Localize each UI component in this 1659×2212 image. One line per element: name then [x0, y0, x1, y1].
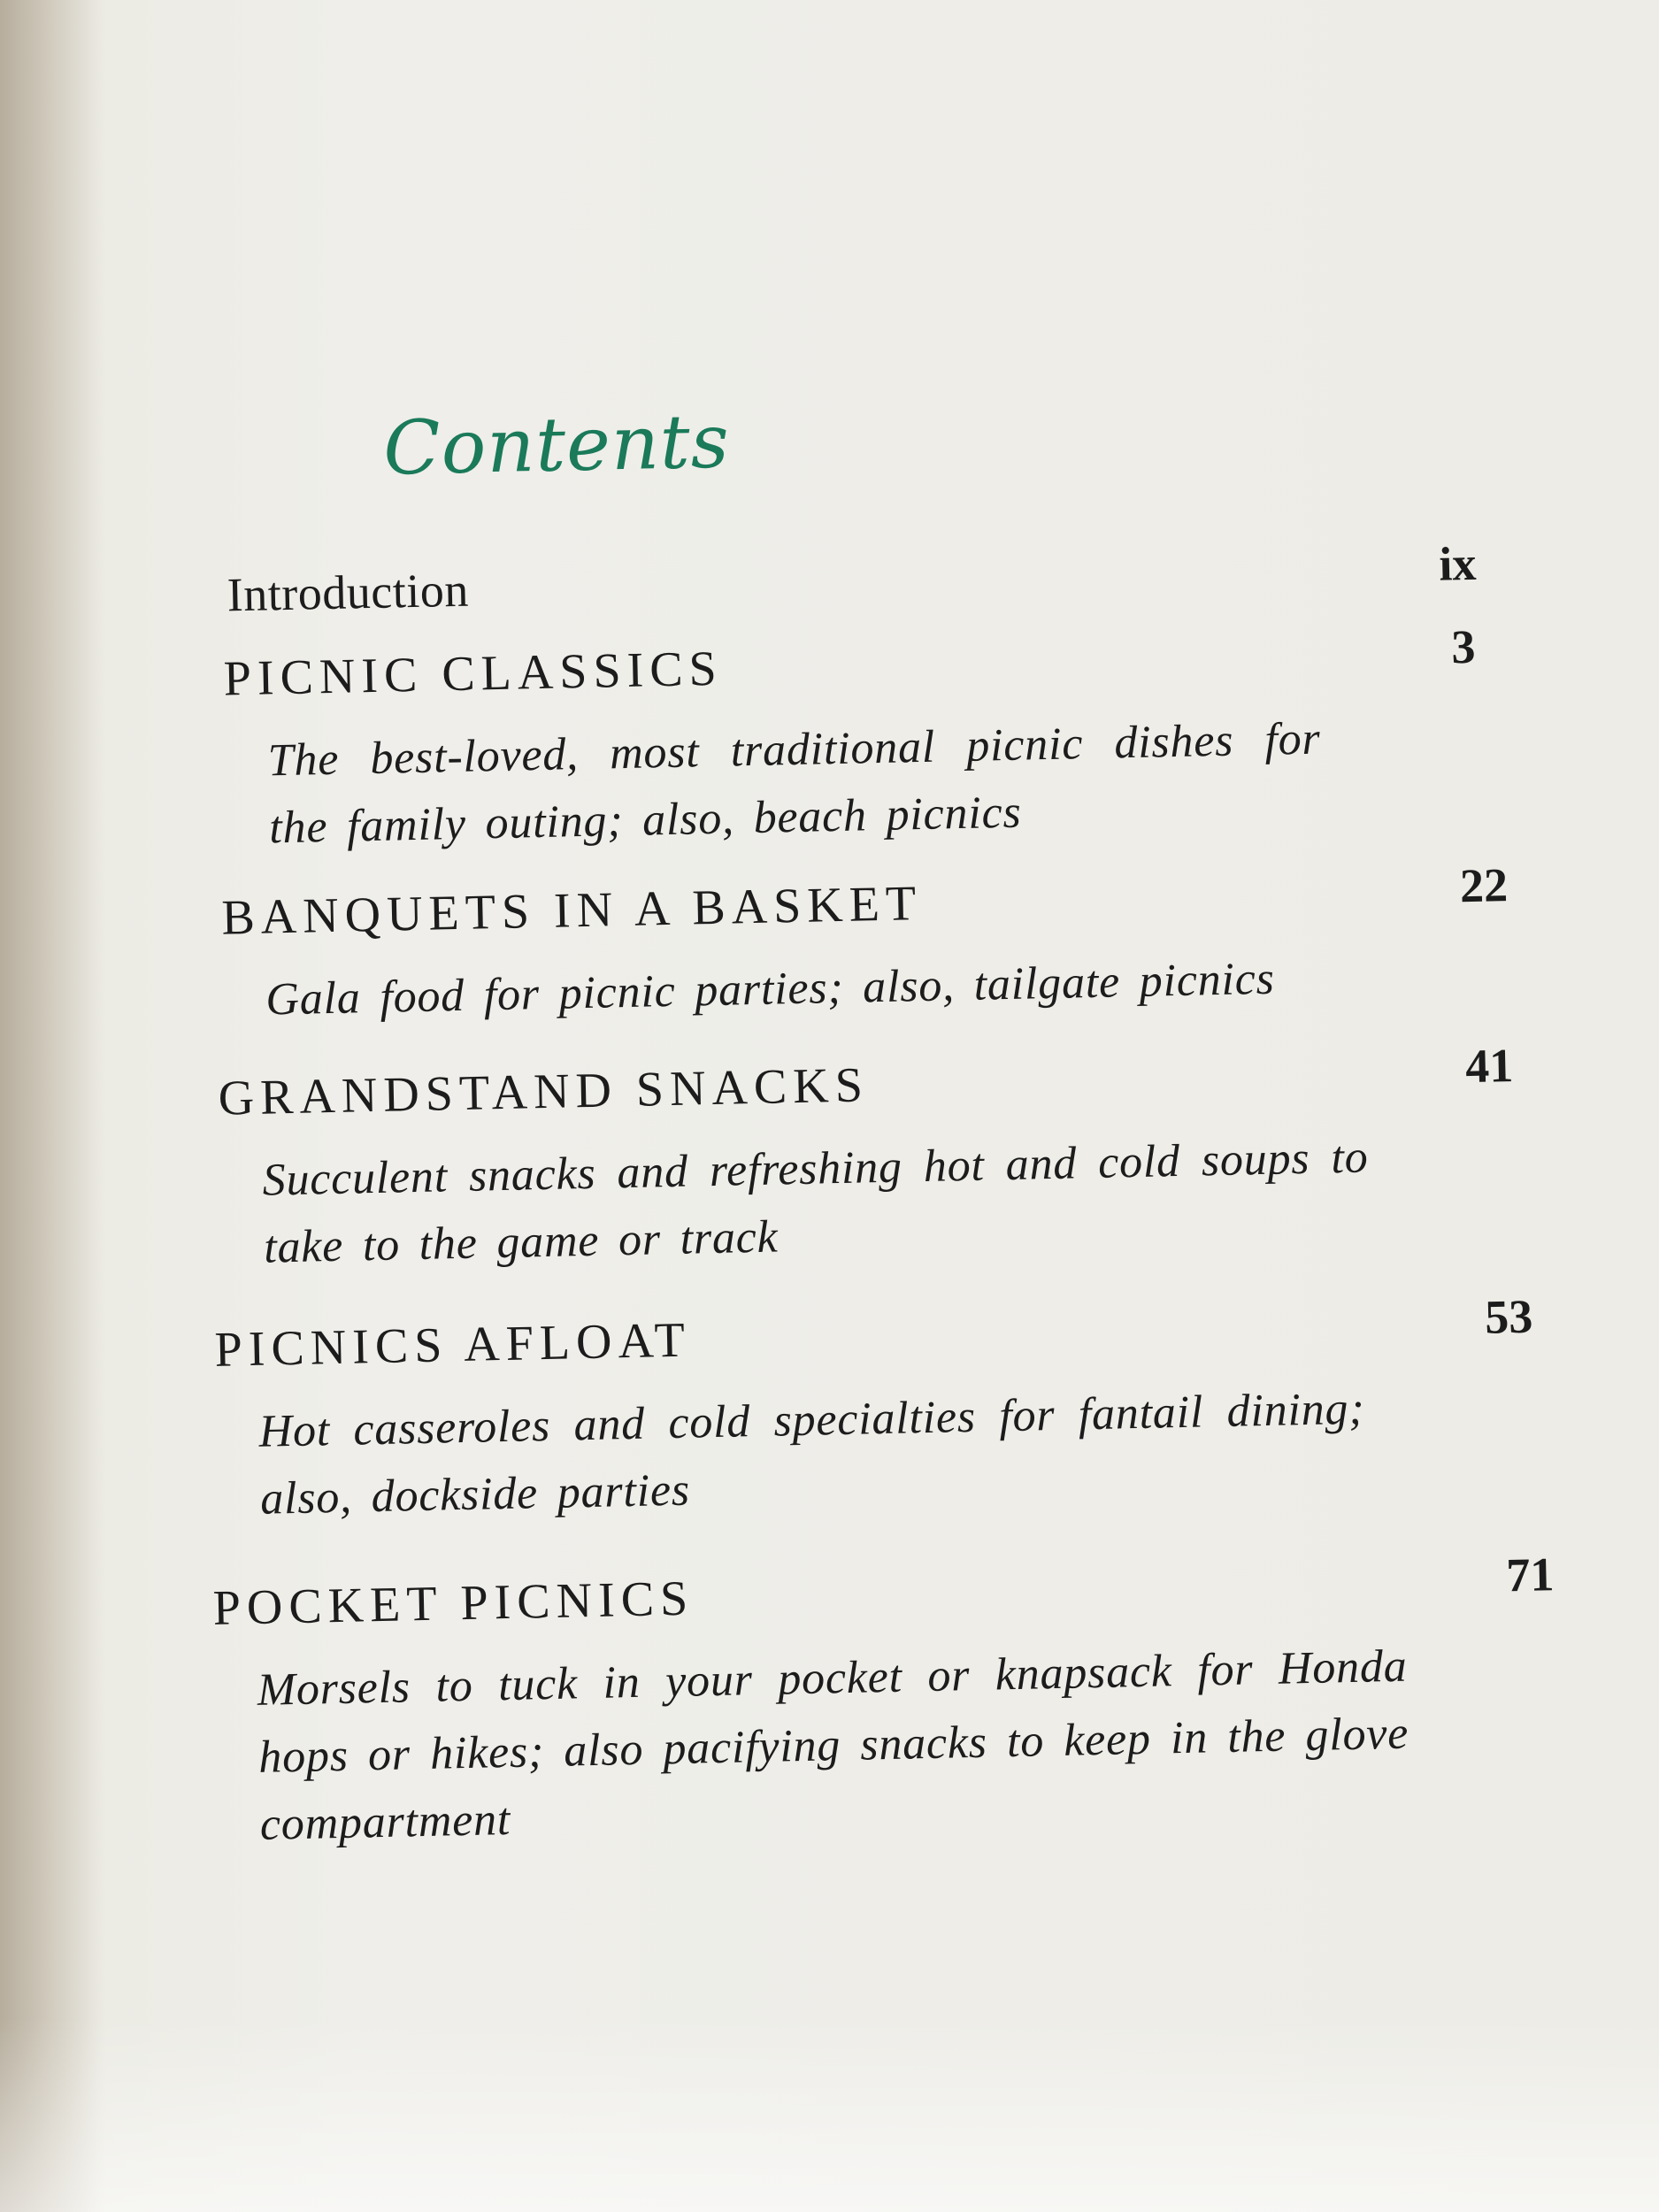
toc-entry-picnic-classics [223, 619, 1555, 863]
toc-entry-pocket-picnics [212, 1548, 1555, 1860]
entry-description: Hot casseroles and cold specialties for fantail dining; also, dockside parties [258, 1383, 1365, 1525]
entry-page-number: 3 [1450, 619, 1476, 674]
entry-title: PICNIC CLASSICS [223, 641, 724, 707]
entry-page-number: ix [1438, 536, 1478, 591]
entry-title: PICNICS AFLOAT [214, 1312, 692, 1378]
entry-title: Introduction [227, 563, 470, 622]
entry-title: GRANDSTAND SNACKS [218, 1057, 870, 1126]
contents-heading: Contents [382, 397, 731, 492]
entry-title: POCKET PICNICS [212, 1571, 695, 1636]
entry-description: Succulent snacks and refreshing hot and cold soups to take to the game or track [262, 1132, 1370, 1273]
entry-description: Morsels to tuck in your pocket or knapsack for Honda hops or hikes; also pacifying snacks to keep in the glove compartment [257, 1640, 1409, 1850]
toc-entry-grandstand-snacks [218, 1039, 1549, 1282]
toc-entry-banquets-in-a-basket [220, 858, 1551, 1034]
entry-title: BANQUETS IN A BASKET [220, 875, 923, 946]
entry-page-number: 53 [1484, 1289, 1533, 1344]
entry-page-number: 71 [1505, 1548, 1555, 1602]
toc-entry-picnics-afloat [214, 1289, 1546, 1533]
entry-description: The best-loved, most traditional picnic dishes for the family outing; also, beach picnics [267, 713, 1322, 854]
toc-entry-introduction [227, 536, 1555, 622]
entry-page-number: 22 [1459, 858, 1509, 913]
entry-description: Gala food for picnic parties; also, tailgate picnics [265, 953, 1276, 1025]
entry-page-number: 41 [1464, 1039, 1514, 1094]
